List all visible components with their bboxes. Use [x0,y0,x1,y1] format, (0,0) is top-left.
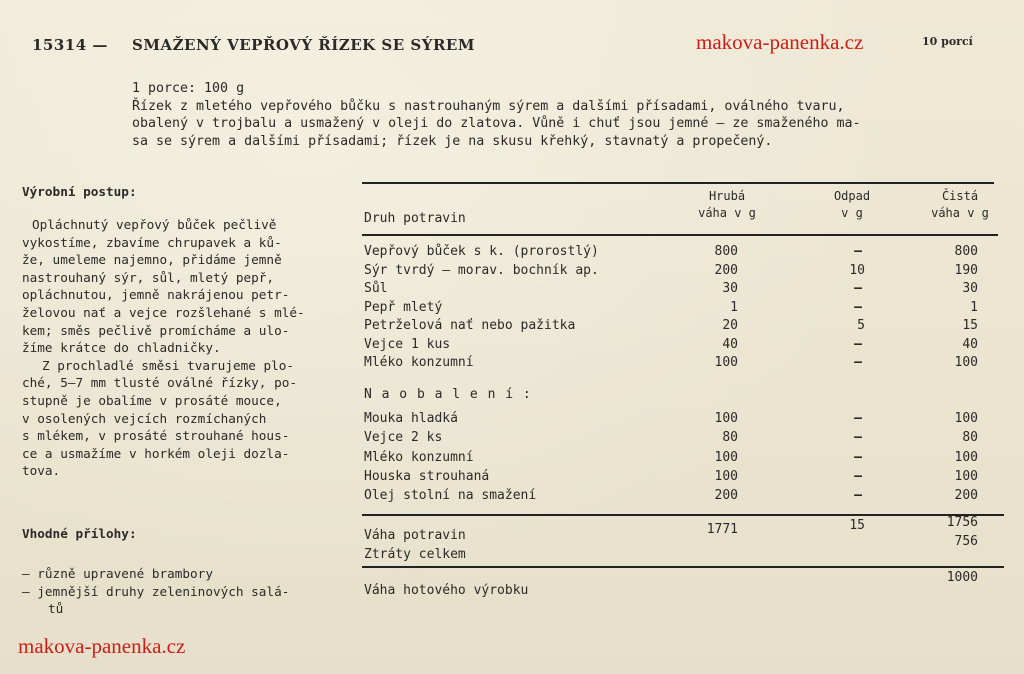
ingredient-name: Houska strouhaná [364,468,490,484]
table-row [364,429,1000,447]
col-header-waste-line1: Odpad [833,189,871,203]
weight-label: Váha potravin [364,528,466,543]
final-rule [362,566,1004,568]
recipe-description [132,80,861,150]
net-weight: 800 [954,244,978,259]
watermark-top: makova-panenka.cz [696,30,864,54]
waste-weight: 5 [857,318,865,333]
procedure-heading: Výrobní postup: [22,184,137,199]
final-net: 1000 [946,570,978,585]
coating-label: N a o b a l e n í : [364,387,532,402]
net-weight: 200 [954,488,978,504]
col-header-net [918,188,1002,222]
waste-weight: — [854,488,862,504]
totals-rule [362,514,1004,516]
description-line: obalený v trojbalu a usmažený v oleji do zlatova. Vůně i chuť jsou jemné — ze smaženého ma- [132,116,861,131]
recipe-code: 15314 — [32,36,108,54]
net-weight: 100 [954,468,978,484]
procedure-line: ce a usmažíme v horkém oleji dozla- [22,445,290,461]
table-row [364,449,1000,467]
waste-weight: — [854,355,862,370]
sides-list [22,565,289,618]
gross-weight: 200 [714,262,738,278]
waste-weight: — [854,430,862,446]
table-row [364,354,1000,372]
table-row [364,299,1000,317]
sides-heading: Vhodné přílohy: [22,526,137,541]
side-item: — různě upravené brambory [22,566,213,581]
col-header-name: Druh potravin [364,211,466,226]
gross-weight: 40 [722,336,738,352]
table-row [364,317,1000,335]
procedure-line: Z prochladlé směsi tvarujeme plo- [42,357,295,373]
net-weight: 40 [962,336,978,352]
table-row [364,262,1000,280]
procedure-line: želovou nať a vejce rozšlehané s mlé- [22,304,305,320]
table-row [364,336,1000,354]
weight-gross: 1771 [706,522,738,537]
net-weight: 190 [954,262,978,278]
waste-weight: — [854,449,862,465]
col-header-waste-line2: v g [841,206,863,220]
sides-section [22,525,137,543]
waste-weight: — [854,336,862,352]
col-header-gross-line1: Hrubá [708,189,746,203]
net-weight: 30 [962,281,978,296]
procedure-line: ché, 5—7 mm tlusté oválné řízky, po- [22,375,297,391]
table-row-final [364,570,1000,600]
procedure-section [22,183,137,201]
procedure-line: kem; směs pečlivě promícháme a ulo- [22,322,290,338]
waste-weight: 10 [849,262,865,278]
col-header-gross-line2: váha v g [698,206,756,220]
ingredient-name: Vejce 1 kus [364,336,451,352]
col-header-waste [812,188,892,222]
final-label: Váha hotového výrobku [364,583,529,598]
gross-weight: 100 [714,411,738,426]
ingredient-name: Mléko konzumní [364,355,474,370]
weight-net: 1756 [946,515,978,530]
procedure-text [22,216,305,480]
net-weight: 100 [954,449,978,465]
ingredient-name: Mouka hladká [364,411,458,426]
gross-weight: 20 [722,318,738,333]
table-header-rule [362,234,998,236]
waste-weight: — [854,411,862,426]
procedure-line: Opláchnutý vepřový bůček pečlivě [32,217,277,232]
procedure-line: opláchnutou, jemně nakrájenou petr- [22,287,290,303]
col-header-net-line2: váha v g [931,206,989,220]
table-row [364,468,1000,486]
portion-size: 1 porce: 100 g [132,81,245,96]
net-weight: 15 [962,318,978,333]
side-item: — jemnější druhy zeleninových salá- [22,583,290,599]
ingredient-name: Pepř mletý [364,299,443,315]
table-row [364,280,1000,298]
procedure-line: nastrouhaný sýr, sůl, mletý pepř, [22,269,275,285]
ingredient-name: Vepřový bůček s k. (prorostlý) [364,244,599,259]
table-row-weight [364,515,1000,545]
table-top-rule [362,182,994,184]
loss-net: 756 [954,534,978,549]
gross-weight: 30 [722,281,738,296]
description-line: Řízek z mletého vepřového bůčku s nastrouhaným sýrem a dalšími přísadami, oválného tvaru, [132,98,845,114]
col-header-net-line1: Čistá [941,189,979,203]
ingredient-name: Olej stolní na smažení [364,488,537,504]
procedure-line: že, umeleme najemno, přidáme jemně [22,252,282,268]
ingredient-name: Sýr tvrdý — morav. bochník ap. [364,262,599,278]
waste-weight: — [854,281,862,296]
procedure-line: v osolených vejcích rozmíchaných [22,410,267,426]
procedure-line: žíme krátce do chladničky. [22,340,221,356]
ingredient-name: Petrželová nať nebo pažitka [364,318,576,333]
procedure-line: vykostíme, zbavíme chrupavek a ků- [22,234,282,250]
gross-weight: 200 [714,488,738,504]
ingredient-name: Sůl [364,281,388,296]
ingredient-name: Mléko konzumní [364,449,474,465]
gross-weight: 1 [730,299,738,315]
side-item: tů [48,601,64,617]
weight-waste: 15 [849,518,865,533]
table-row [364,487,1000,505]
portions-count: 10 porcí [922,35,973,48]
ingredient-name: Vejce 2 ks [364,430,443,446]
waste-weight: — [854,299,862,315]
gross-weight: 80 [722,430,738,446]
watermark-bottom: makova-panenka.cz [18,634,186,658]
waste-weight: — [854,244,862,259]
gross-weight: 100 [714,468,738,484]
net-weight: 100 [954,355,978,370]
procedure-line: stupně je obalíme v prosáté mouce, [22,392,282,408]
procedure-line: tova. [22,463,61,479]
gross-weight: 100 [714,355,738,370]
procedure-line: s mlékem, v prosáté strouhané hous- [22,428,290,444]
description-line: sa se sýrem a dalšími přísadami; řízek je na skusu křehký, stavnatý a propečený. [132,133,773,149]
gross-weight: 100 [714,449,738,465]
net-weight: 80 [962,430,978,446]
gross-weight: 800 [714,244,738,259]
net-weight: 100 [954,411,978,426]
table-row [364,410,1000,428]
table-row [364,243,1000,261]
waste-weight: — [854,468,862,484]
recipe-title: SMAŽENÝ VEPŘOVÝ ŘÍZEK SE SÝREM [132,36,475,54]
net-weight: 1 [970,299,978,315]
loss-label: Ztráty celkem [364,547,466,562]
col-header-gross [682,188,772,222]
